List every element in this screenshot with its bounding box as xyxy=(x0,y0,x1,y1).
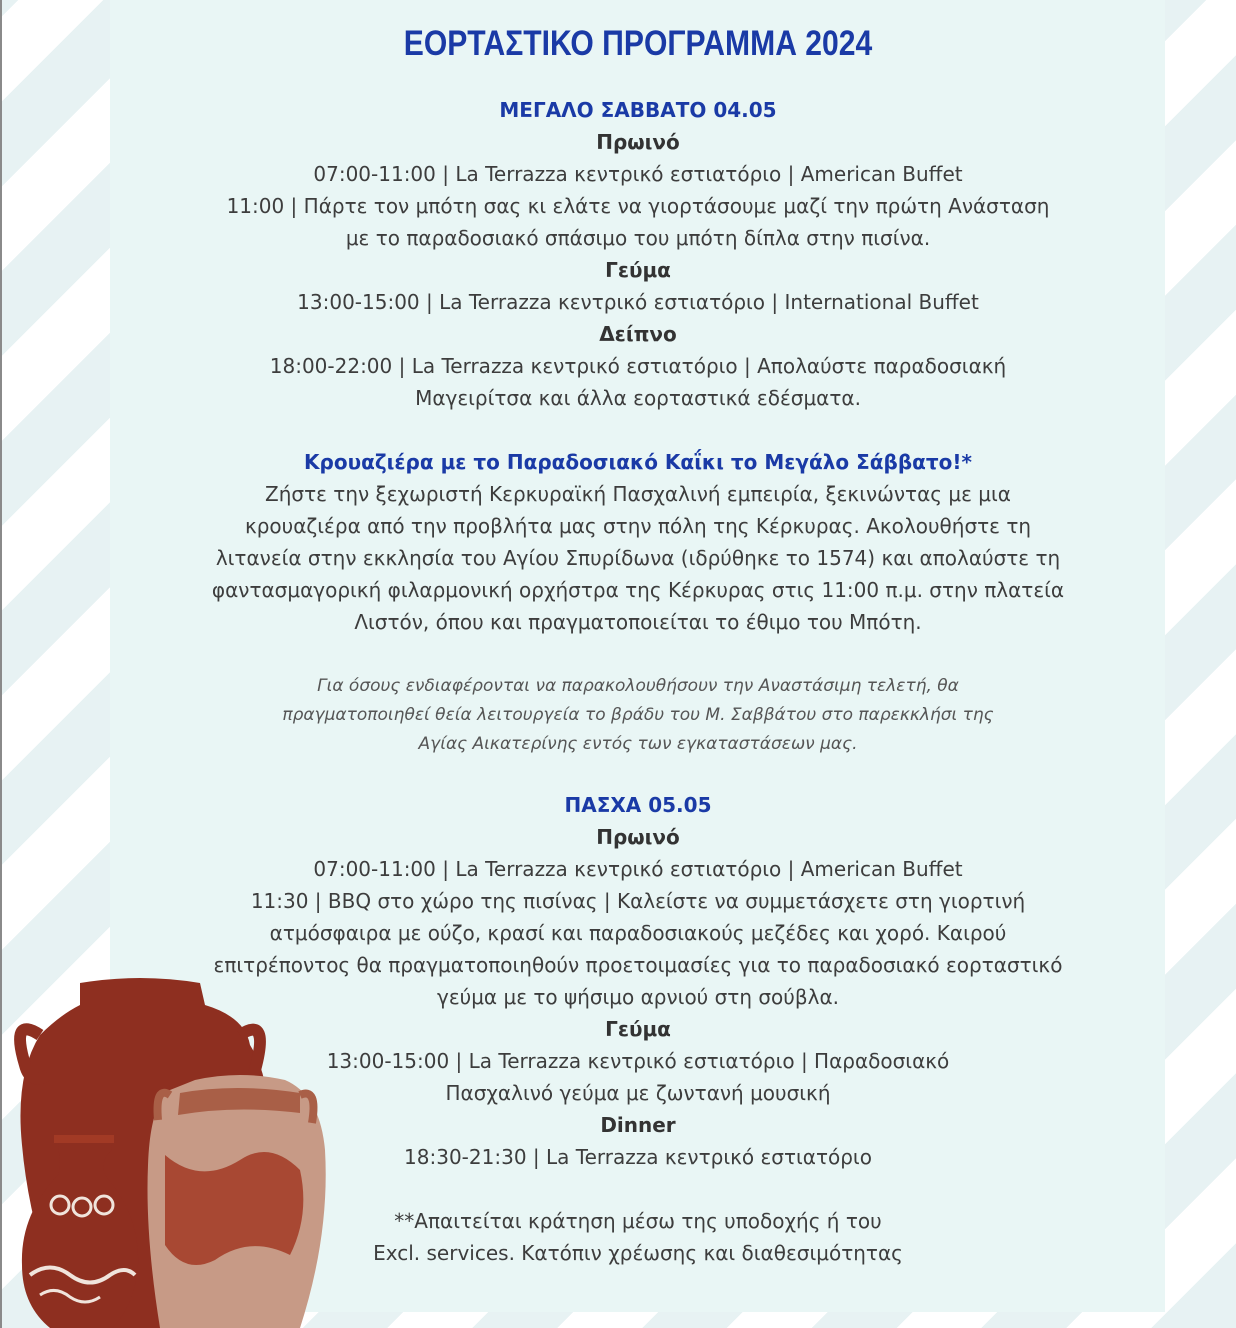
easter-breakfast-line: επιτρέποντος θα πραγματοποιηθούν προετοιμασίες για το παραδοσιακό εορταστικό xyxy=(213,953,1063,977)
saturday-dinner-line: Μαγειρίτσα και άλλα εορταστικά εδέσματα. xyxy=(415,386,861,410)
saturday-heading: ΜΕΓΑΛΟ ΣΑΒΒΑΤΟ 04.05 xyxy=(499,98,777,122)
cruise-line: κρουαζιέρα από την προβλήτα μας στην πόλη της Κέρκυρας. Ακολουθήστε τη xyxy=(244,514,1032,538)
saturday-lunch-label: Γεύμα xyxy=(605,258,671,282)
saturday-breakfast-label: Πρωινό xyxy=(596,130,680,154)
saturday-dinner-line: 18:00-22:00 | La Terrazza κεντρικό εστιατόριο | Απολαύστε παραδοσιακή xyxy=(269,354,1007,378)
footer-line: Excl. services. Κατόπιν χρέωσης και διαθεσιμότητας xyxy=(373,1241,903,1265)
saturday-dinner-label: Δείπνο xyxy=(599,322,677,346)
cruise-line: Λιστόν, όπου και πραγματοποιείται το έθιμο του Μπότη. xyxy=(354,610,922,634)
page-title: ΕΟΡΤΑΣΤΙΚΟ ΠΡΟΓΡΑΜΜΑ 2024 xyxy=(403,24,873,63)
cruise-note-line: Για όσους ενδιαφέρονται να παρακολουθήσουν την Αναστάσιμη τελετή, θα xyxy=(317,676,959,696)
saturday-breakfast-line: με το παραδοσιακό σπάσιμο του μπότη δίπλα στην πισίνα. xyxy=(345,226,931,250)
saturday-breakfast-line: 11:00 | Πάρτε τον μπότη σας κι ελάτε να γιορτάσουμε μαζί την πρώτη Ανάσταση xyxy=(226,194,1050,218)
cruise-line: φαντασμαγορική φιλαρμονική ορχήστρα της Κέρκυρας στις 11:00 π.μ. στην πλατεία xyxy=(211,578,1065,602)
saturday-lunch-line: 13:00-15:00 | La Terrazza κεντρικό εστιατόριο | International Buffet xyxy=(297,290,979,314)
easter-breakfast-line: ατμόσφαιρα με ούζο, κρασί και παραδοσιακούς μεζέδες και χορό. Καιρού xyxy=(269,921,1007,945)
easter-breakfast-line: 07:00-11:00 | La Terrazza κεντρικό εστιατόριο | American Buffet xyxy=(313,857,963,881)
easter-lunch-line: Πασχαλινό γεύμα με ζωντανή μουσική xyxy=(445,1081,831,1105)
easter-dinner-line: 18:30-21:30 | La Terrazza κεντρικό εστιατόριο xyxy=(404,1145,872,1169)
saturday-breakfast-line: 07:00-11:00 | La Terrazza κεντρικό εστιατόριο | American Buffet xyxy=(313,162,963,186)
easter-breakfast-label: Πρωινό xyxy=(596,825,680,849)
footer-line: **Απαιτείται κράτηση μέσω της υποδοχής ή του xyxy=(394,1209,882,1233)
easter-heading: ΠΑΣΧΑ 05.05 xyxy=(564,793,712,817)
cruise-note-line: Αγίας Αικατερίνης εντός των εγκαταστάσεων μας. xyxy=(418,734,858,754)
cruise-line: Ζήστε την ξεχωριστή Κερκυραϊκή Πασχαλινή εμπειρία, ξεκινώντας με μια xyxy=(265,482,1011,506)
easter-dinner-label: Dinner xyxy=(600,1113,676,1137)
easter-lunch-line: 13:00-15:00 | La Terrazza κεντρικό εστιατόριο | Παραδοσιακό xyxy=(326,1049,950,1073)
cruise-line: λιτανεία στην εκκλησία του Αγίου Σπυρίδωνα (ιδρύθηκε το 1574) και απολαύστε τη xyxy=(215,546,1061,570)
cruise-heading: Κρουαζιέρα με το Παραδοσιακό Καΐκι το Μεγάλο Σάββατο!* xyxy=(304,450,972,474)
easter-breakfast-line: γεύμα με το ψήσιμο αρνιού στη σούβλα. xyxy=(436,985,839,1009)
cruise-note-line: πραγματοποιηθεί θεία λειτουργεία το βράδυ του Μ. Σαββάτου στο παρεκκλήσι της xyxy=(282,705,994,725)
easter-lunch-label: Γεύμα xyxy=(605,1017,671,1041)
easter-breakfast-line: 11:30 | BBQ στο χώρο της πισίνας | Καλείστε να συμμετάσχετε στη γιορτινή xyxy=(250,889,1026,913)
